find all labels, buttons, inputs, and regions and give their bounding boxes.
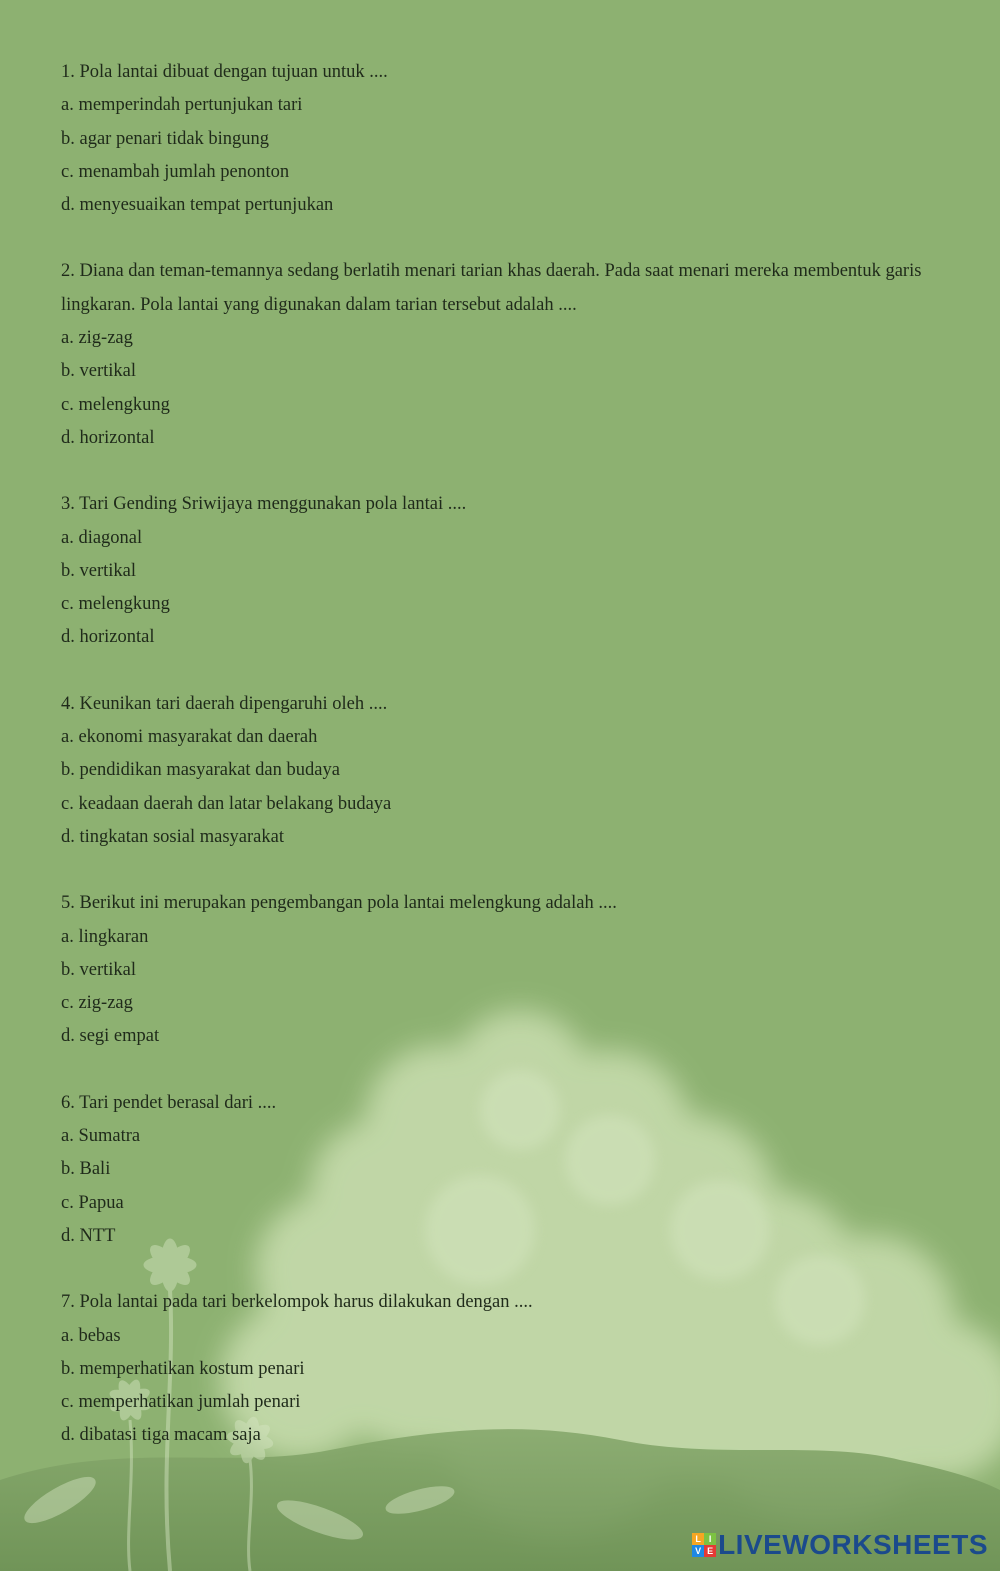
option-d: d. horizontal [61,627,155,648]
logo-letter-i: I [704,1533,716,1545]
option-d: d. segi empat [61,1026,160,1047]
logo-letter-e: E [704,1545,716,1557]
question-text: 5. Berikut ini merupakan pengembangan pola lantai melengkung adalah .... [61,893,617,914]
question-5 [61,887,941,1053]
question-6 [61,1087,941,1253]
option-a: a. Sumatra [61,1126,141,1147]
question-text: 1. Pola lantai dibuat dengan tujuan untuk .... [61,62,388,82]
option-d: d. dibatasi tiga macam saja [61,1425,261,1446]
option-a: a. ekonomi masyarakat dan daerah [61,727,318,748]
option-c: c. melengkung [61,594,170,615]
logo-letter-v: V [692,1545,704,1557]
option-a: a. memperindah pertunjukan tari [61,95,303,116]
question-text: 7. Pola lantai pada tari berkelompok harus dilakukan dengan .... [61,1292,533,1313]
option-b: b. vertikal [61,560,137,581]
option-a: a. bebas [61,1325,121,1346]
option-d: d. tingkatan sosial masyarakat [61,826,284,847]
option-c: c. menambah jumlah penonton [61,161,290,182]
question-text: 6. Tari pendet berasal dari .... [61,1092,277,1113]
option-a: a. lingkaran [61,926,149,947]
question-1 [61,56,941,222]
option-b: b. memperhatikan kostum penari [61,1358,305,1379]
option-b: b. pendidikan masyarakat dan budaya [61,760,340,781]
question-2 [61,255,941,455]
liveworksheets-brand [692,1529,988,1561]
question-3 [61,488,941,654]
question-text: 2. Diana dan teman-temannya sedang berlatih menari tarian khas daerah. Pada saat menari mereka membentuk garis lingkaran. Pola lantai yang digunakan dalam tarian tersebut adalah .... [61,261,922,315]
question-7 [61,1286,941,1452]
liveworksheets-logo-icon [692,1533,716,1557]
option-c: c. melengkung [61,394,170,415]
option-c: c. Papua [61,1192,124,1213]
logo-letter-l: L [692,1533,704,1545]
option-c: c. zig-zag [61,993,133,1014]
option-d: d. menyesuaikan tempat pertunjukan [61,195,334,216]
option-b: b. agar penari tidak bingung [61,128,270,149]
option-c: c. keadaan daerah dan latar belakang budaya [61,793,392,814]
option-d: d. NTT [61,1225,116,1246]
option-b: b. vertikal [61,959,137,980]
question-text: 4. Keunikan tari daerah dipengaruhi oleh .... [61,693,388,714]
worksheet-content [61,56,941,1486]
option-d: d. horizontal [61,427,155,448]
option-c: c. memperhatikan jumlah penari [61,1392,301,1413]
liveworksheets-wordmark: LIVEWORKSHEETS [718,1529,988,1560]
option-b: b. Bali [61,1159,111,1180]
option-a: a. zig-zag [61,328,133,349]
option-b: b. vertikal [61,361,137,382]
option-a: a. diagonal [61,527,143,548]
question-text: 3. Tari Gending Sriwijaya menggunakan pola lantai .... [61,494,467,515]
question-4 [61,688,941,854]
